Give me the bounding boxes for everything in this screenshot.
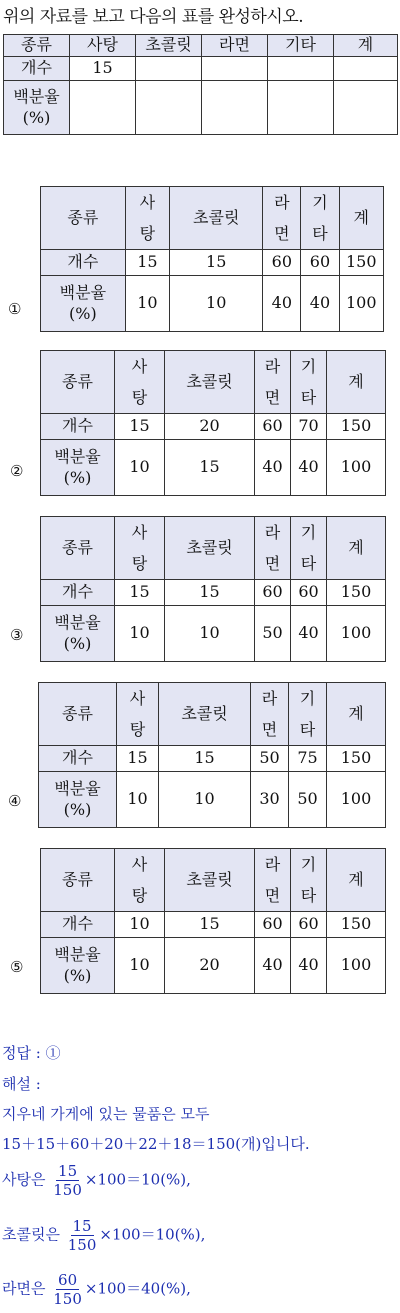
count-cell: 75: [289, 746, 327, 772]
choice-marker-3[interactable]: ③: [10, 626, 24, 644]
percent-cell: 20: [165, 938, 255, 994]
percent-label: 백분율 (%): [39, 772, 117, 828]
choice-marker-4[interactable]: ④: [8, 792, 22, 810]
count-cell: 60: [255, 580, 291, 606]
choice-table-4: [38, 682, 386, 828]
header-ramen: 라면: [263, 187, 301, 250]
header-ramen: 라면: [255, 351, 291, 414]
percent-cell: 100: [327, 440, 386, 496]
choice-table-1: [40, 186, 384, 332]
count-cell: 60: [263, 250, 301, 276]
percent-cell: 40: [263, 276, 301, 332]
header-kind: 종류: [41, 187, 126, 250]
chocolate-calc: 초콜릿은 $\frac{15}{150}$ ×100＝10(%),: [2, 1217, 206, 1254]
percent-cell: 40: [291, 938, 327, 994]
header-kind: 종류: [4, 35, 70, 57]
percent-cell: 10: [115, 606, 165, 662]
percent-cell: 10: [125, 276, 169, 332]
header-kind: 종류: [41, 849, 115, 912]
count-cell: 15: [170, 250, 263, 276]
percent-cell: 10: [117, 772, 159, 828]
header-total: 계: [327, 517, 386, 580]
question-table: [3, 34, 398, 135]
candy-fraction: $\frac{15}{150}$: [53, 1162, 82, 1199]
header-candy: 사탕: [125, 187, 169, 250]
count-cell: 15: [165, 580, 255, 606]
header-kind: 종류: [41, 517, 115, 580]
explanation-label: 해설 :: [2, 1075, 41, 1093]
header-total: 계: [334, 35, 398, 57]
header-chocolate: 초콜릿: [159, 683, 251, 746]
count-cell: 10: [115, 912, 165, 938]
header-candy: 사탕: [115, 351, 165, 414]
header-ramen: 라면: [251, 683, 289, 746]
count-cell: 150: [327, 746, 386, 772]
count-label: 개수: [41, 580, 115, 606]
header-other: 기타: [268, 35, 334, 57]
header-kind: 종류: [41, 351, 115, 414]
explanation-line-1: 지우네 가게에 있는 물품은 모두: [2, 1105, 210, 1123]
choice-table-2: [40, 350, 386, 496]
percent-cell: 10: [165, 606, 255, 662]
count-cell: 15: [117, 746, 159, 772]
percent-label: 백분율 (%): [41, 606, 115, 662]
percent-cell: 40: [291, 606, 327, 662]
percent-cell: 10: [115, 440, 165, 496]
percent-cell: 10: [159, 772, 251, 828]
ramen-calc: 라면은 $\frac{60}{150}$ ×100＝40(%),: [2, 1271, 191, 1308]
choice-table-5: [40, 848, 386, 994]
percent-cell: [136, 81, 202, 135]
header-kind: 종류: [39, 683, 117, 746]
count-cell: 15: [115, 580, 165, 606]
count-cell: 15: [165, 912, 255, 938]
percent-label: 백분율 (%): [41, 440, 115, 496]
count-cell: 15: [70, 57, 136, 81]
percent-cell: 30: [251, 772, 289, 828]
count-cell: 150: [339, 250, 383, 276]
percent-cell: [268, 81, 334, 135]
percent-cell: 40: [255, 938, 291, 994]
percent-label: 백분율 (%): [4, 81, 70, 135]
header-chocolate: 초콜릿: [165, 849, 255, 912]
count-cell: [268, 57, 334, 81]
header-other: 기타: [289, 683, 327, 746]
count-label: 개수: [41, 414, 115, 440]
header-other: 기타: [291, 351, 327, 414]
header-total: 계: [339, 187, 383, 250]
header-other: 기타: [301, 187, 339, 250]
percent-cell: 40: [291, 440, 327, 496]
choice-table-3: [40, 516, 386, 662]
header-ramen: 라면: [255, 849, 291, 912]
count-cell: 150: [327, 414, 386, 440]
percent-cell: [70, 81, 136, 135]
percent-cell: 40: [255, 440, 291, 496]
header-chocolate: 초콜릿: [165, 517, 255, 580]
percent-cell: 10: [115, 938, 165, 994]
count-label: 개수: [41, 912, 115, 938]
percent-cell: [202, 81, 268, 135]
count-cell: 15: [125, 250, 169, 276]
header-chocolate: 초콜릿: [165, 351, 255, 414]
count-cell: 20: [165, 414, 255, 440]
answer-line: 정답 : ①: [2, 1044, 61, 1062]
header-candy: 사탕: [115, 849, 165, 912]
chocolate-fraction: $\frac{15}{150}$: [67, 1217, 97, 1254]
percent-cell: 10: [170, 276, 263, 332]
choice-marker-2[interactable]: ②: [10, 462, 24, 480]
count-cell: 60: [255, 414, 291, 440]
percent-label: 백분율 (%): [41, 276, 126, 332]
count-cell: 60: [291, 912, 327, 938]
header-chocolate: 초콜릿: [170, 187, 263, 250]
percent-cell: 100: [339, 276, 383, 332]
percent-cell: 50: [289, 772, 327, 828]
percent-label: 백분율 (%): [41, 938, 115, 994]
count-cell: 150: [327, 912, 386, 938]
question-prompt: 위의 자료를 보고 다음의 표를 완성하시오.: [3, 7, 304, 27]
count-cell: 70: [291, 414, 327, 440]
header-chocolate: 초콜릿: [136, 35, 202, 57]
count-cell: [202, 57, 268, 81]
percent-cell: [334, 81, 398, 135]
candy-calc: 사탕은 $\frac{15}{150}$ ×100＝10(%),: [2, 1162, 191, 1199]
count-label: 개수: [39, 746, 117, 772]
header-other: 기타: [291, 849, 327, 912]
count-cell: [334, 57, 398, 81]
ramen-fraction: $\frac{60}{150}$: [53, 1271, 82, 1308]
count-cell: 150: [327, 580, 386, 606]
percent-cell: 100: [327, 606, 386, 662]
header-ramen: 라면: [255, 517, 291, 580]
header-other: 기타: [291, 517, 327, 580]
header-ramen: 라면: [202, 35, 268, 57]
count-cell: 60: [291, 580, 327, 606]
percent-cell: 40: [301, 276, 339, 332]
header-candy: 사탕: [115, 517, 165, 580]
count-cell: 15: [159, 746, 251, 772]
header-total: 계: [327, 351, 386, 414]
percent-cell: 100: [327, 938, 386, 994]
count-cell: 60: [255, 912, 291, 938]
header-candy: 사탕: [117, 683, 159, 746]
explanation-line-2: 15＋15＋60＋20＋22＋18＝150(개)입니다.: [2, 1135, 310, 1153]
choice-marker-5[interactable]: ⑤: [10, 958, 24, 976]
count-cell: [136, 57, 202, 81]
count-cell: 60: [301, 250, 339, 276]
percent-cell: 15: [165, 440, 255, 496]
count-cell: 50: [251, 746, 289, 772]
count-label: 개수: [41, 250, 126, 276]
header-total: 계: [327, 683, 386, 746]
header-total: 계: [327, 849, 386, 912]
header-candy: 사탕: [70, 35, 136, 57]
count-cell: 15: [115, 414, 165, 440]
percent-cell: 50: [255, 606, 291, 662]
choice-marker-1[interactable]: ①: [8, 300, 22, 318]
percent-cell: 100: [327, 772, 386, 828]
count-label: 개수: [4, 57, 70, 81]
